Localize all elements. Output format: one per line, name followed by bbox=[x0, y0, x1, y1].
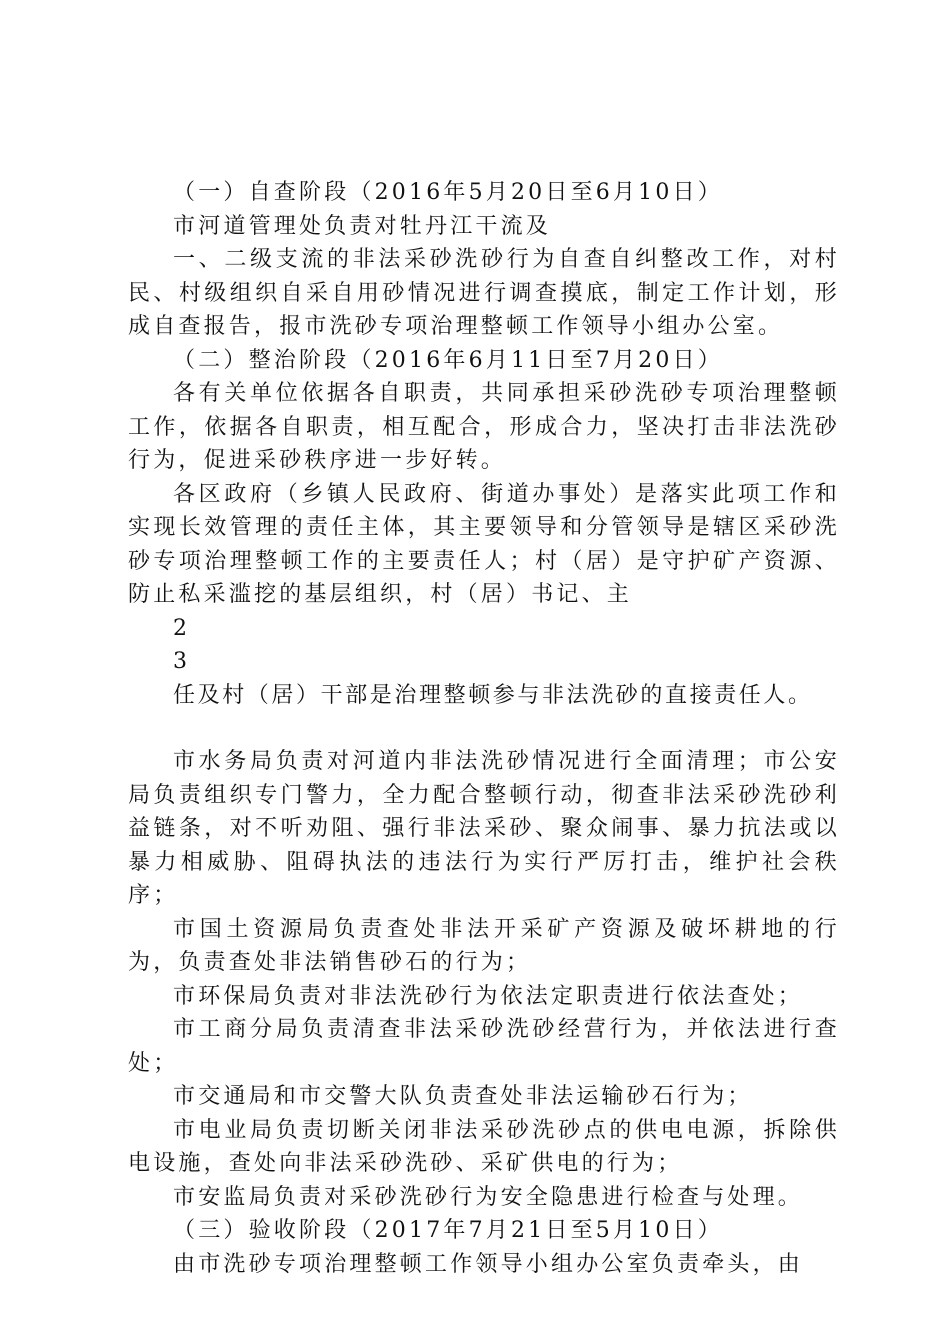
section-heading-self-check: （一）自查阶段（2016年5月20日至6月10日） bbox=[173, 180, 723, 205]
page-number: 3 bbox=[173, 649, 191, 674]
document-body bbox=[128, 176, 840, 1281]
paragraph: 市安监局负责对采砂洗砂行为安全隐患进行检查与处理。 bbox=[173, 1184, 804, 1210]
paragraph: 市工商分局负责清查非法采砂洗砂经营行为，并依法进行查处； bbox=[128, 1017, 840, 1076]
section-heading-acceptance: （三）验收阶段（2017年7月21日至5月10日） bbox=[173, 1218, 723, 1243]
paragraph: 市电业局负责切断关闭非法采砂洗砂点的供电电源，拆除供电设施，查处向非法采砂洗砂、采矿供电的行为； bbox=[128, 1117, 840, 1176]
section-heading-rectification: （二）整治阶段（2016年6月11日至7月20日） bbox=[173, 347, 723, 373]
paragraph: 一、二级支流的非法采砂洗砂行为自查自纠整改工作，对村民、村级组织自采自用砂情况进行调查摸底，制定工作计划，形成自查报告，报市洗砂专项治理整顿工作领导小组办公室。 bbox=[128, 247, 840, 339]
page-number: 2 bbox=[173, 615, 191, 641]
paragraph: 由市洗砂专项治理整顿工作领导小组办公室负责牵头，由 bbox=[173, 1251, 804, 1277]
paragraph: 各有关单位依据各自职责，共同承担采砂洗砂专项治理整顿工作，依据各自职责，相互配合，形成合力，坚决打击非法洗砂行为，促进采砂秩序进一步好转。 bbox=[128, 381, 840, 473]
paragraph: 各区政府（乡镇人民政府、街道办事处）是落实此项工作和实现长效管理的责任主体，其主要领导和分管领导是辖区采砂洗砂专项治理整顿工作的主要责任人；村（居）是守护矿产资源、防止私采滥挖的基层组织，村（居）书记、主 bbox=[128, 481, 840, 607]
paragraph: 任及村（居）干部是治理整顿参与非法洗砂的直接责任人。 bbox=[173, 682, 813, 708]
paragraph: 市水务局负责对河道内非法洗砂情况进行全面清理；市公安局负责组织专门警力，全力配合整顿行动，彻查非法采砂洗砂利益链条，对不听劝阻、强行非法采砂、聚众闹事、暴力抗法或以暴力相威胁、阻碍执法的违法行为实行严厉打击，维护社会秩序； bbox=[128, 749, 840, 908]
paragraph: 市河道管理处负责对牡丹江干流及 bbox=[173, 213, 552, 239]
paragraph: 市交通局和市交警大队负责查处非法运输砂石行为； bbox=[173, 1084, 753, 1109]
paragraph: 市环保局负责对非法洗砂行为依法定职责进行依法查处； bbox=[173, 983, 804, 1009]
paragraph: 市国土资源局负责查处非法开采矿产资源及破坏耕地的行为，负责查处非法销售砂石的行为； bbox=[128, 916, 840, 975]
